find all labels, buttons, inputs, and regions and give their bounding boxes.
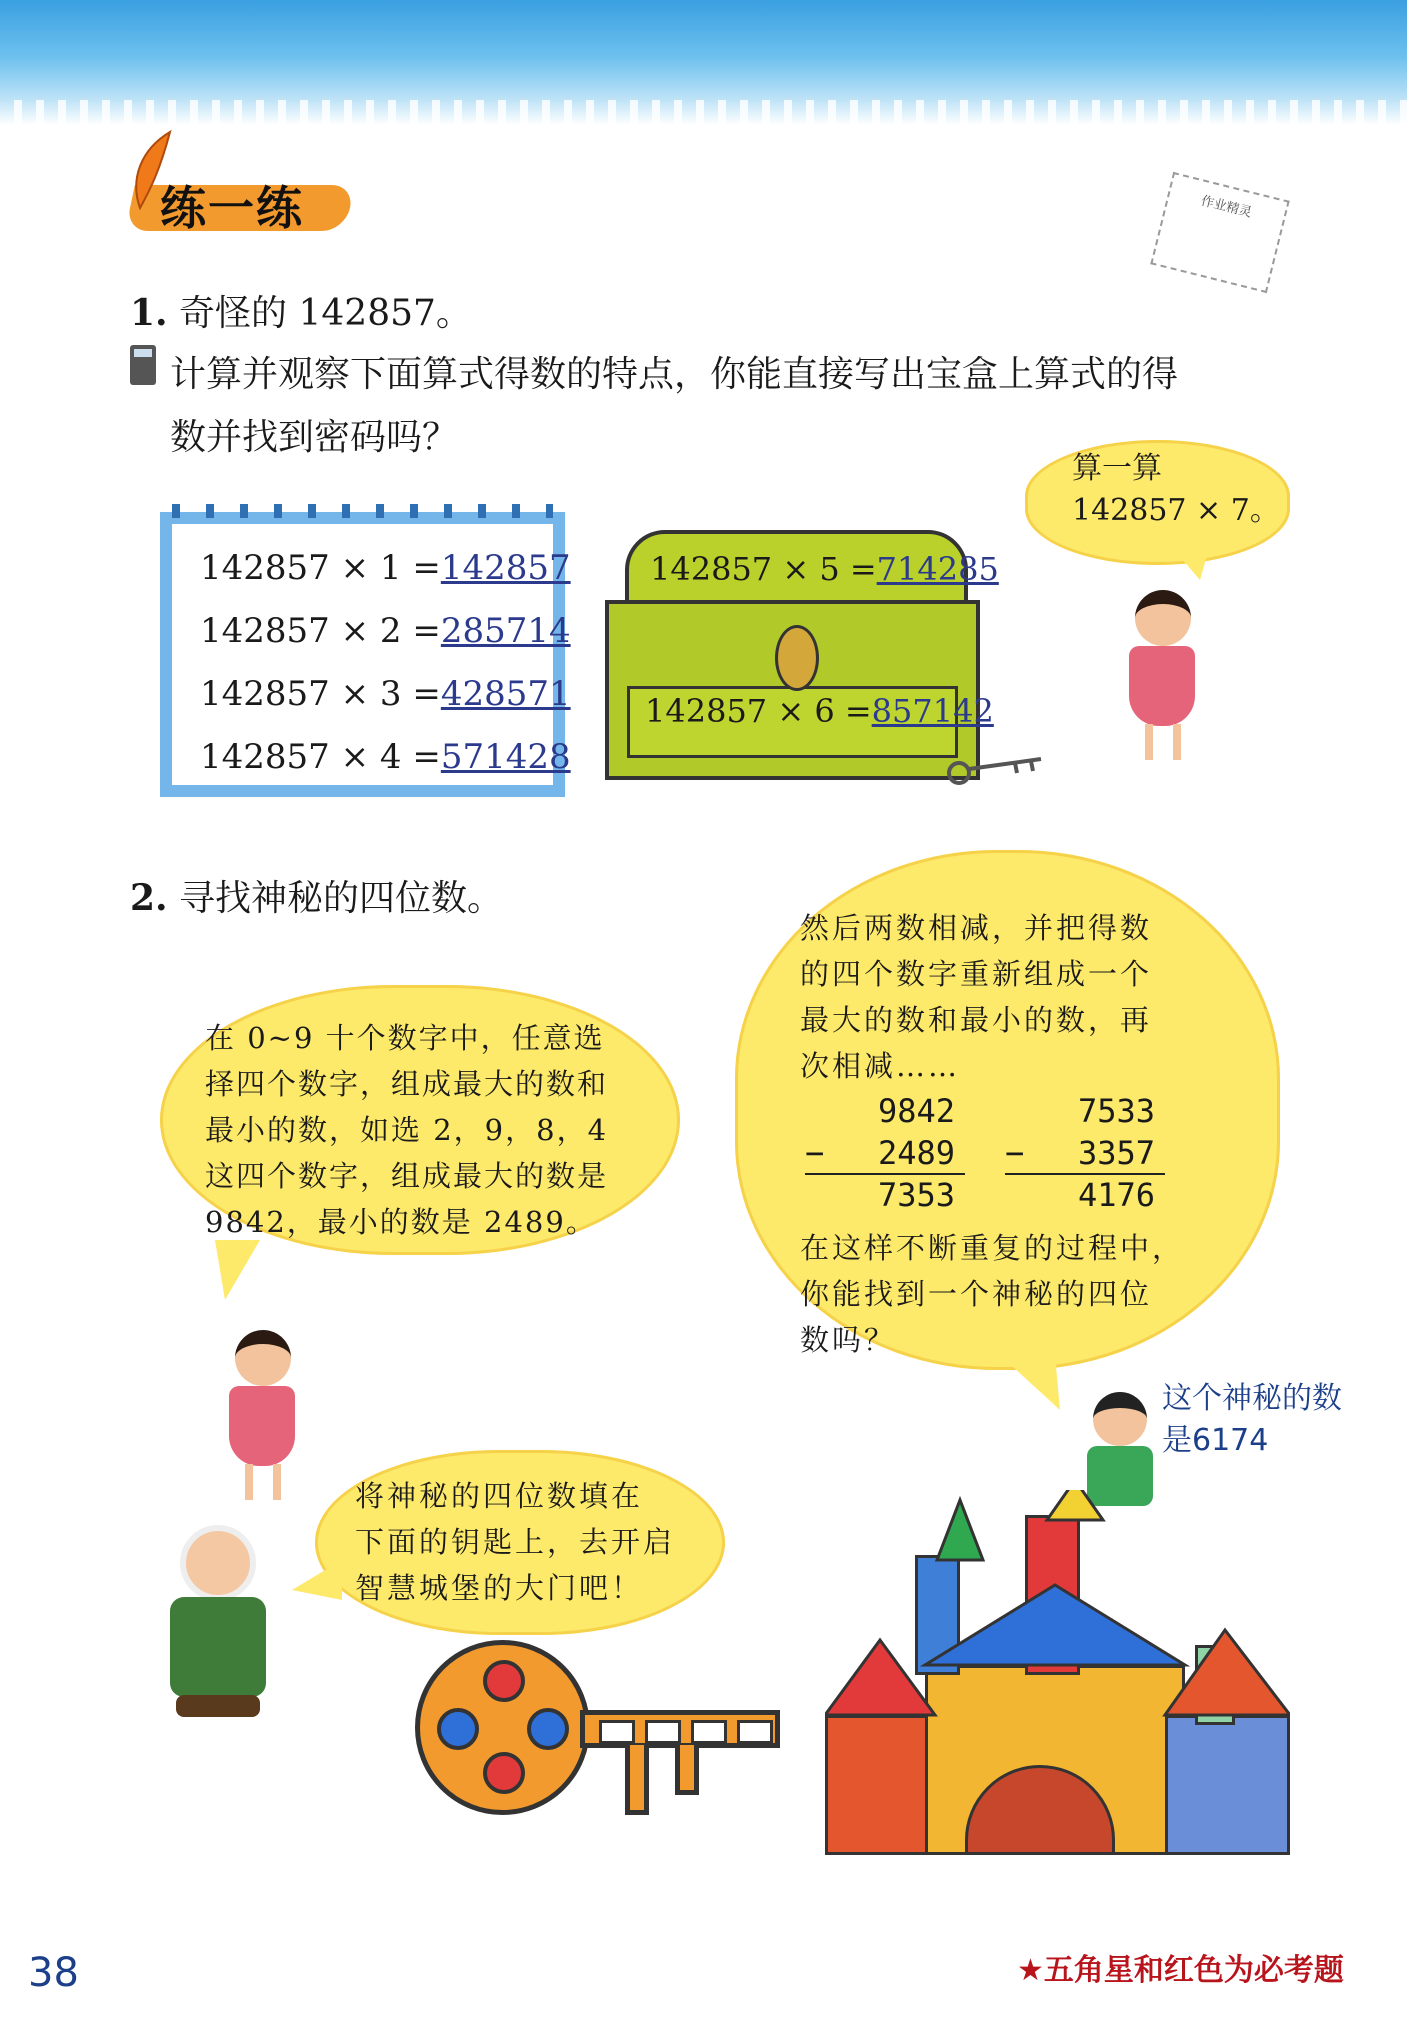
subtraction-top: 7533 xyxy=(1077,1092,1155,1130)
section-title: 练一练 xyxy=(160,181,304,235)
bottom-bubble-line: 将神秘的四位数填在 xyxy=(355,1479,644,1513)
equation-row xyxy=(200,674,571,714)
bubble-tail xyxy=(292,1560,342,1600)
minus-sign: − xyxy=(805,1134,825,1172)
key-tooth xyxy=(675,1745,699,1795)
bubble-tail xyxy=(215,1240,260,1300)
subtraction-line xyxy=(1005,1173,1165,1175)
subtraction-2 xyxy=(1005,1090,1155,1216)
key-shaft xyxy=(580,1710,780,1748)
subtraction-bottom-row xyxy=(805,1132,955,1174)
q1-instruction-line1: 计算并观察下面算式得数的特点，你能直接写出宝盒上算式的得 xyxy=(170,354,1179,395)
subtraction-line xyxy=(805,1173,965,1175)
sky-banner-edge xyxy=(0,100,1407,130)
chest-bottom-answer: 857142 xyxy=(871,692,994,730)
grandpa-shoes xyxy=(176,1695,260,1717)
equation-row xyxy=(200,611,571,651)
right-bubble-line: 次相减…… xyxy=(800,1049,961,1083)
answer-note xyxy=(1162,1378,1342,1462)
subtraction-bottom: 3357 xyxy=(1077,1134,1155,1172)
boy-head xyxy=(1093,1392,1147,1446)
left-bubble-line: 择四个数字，组成最大的数和 xyxy=(205,1067,609,1101)
equation-expr: 142857 × 2 = xyxy=(200,611,441,651)
calculator-icon xyxy=(130,345,156,385)
equation-expr: 142857 × 3 = xyxy=(200,674,441,714)
stamp-text: 作业精灵 xyxy=(1199,193,1254,221)
left-bubble-line: 在 0~9 十个数字中，任意选 xyxy=(205,1021,605,1055)
right-bubble-line: 数吗？ xyxy=(800,1323,897,1357)
subtraction-result: 7353 xyxy=(877,1176,955,1214)
small-key-icon xyxy=(945,755,1045,785)
key-dot xyxy=(483,1660,525,1702)
key-digit-slot[interactable] xyxy=(737,1720,773,1744)
q2-heading xyxy=(130,875,503,922)
think-bubble-line2: 142857 × 7。 xyxy=(1072,493,1280,528)
think-bubble-line1: 算一算 xyxy=(1072,451,1162,486)
chest-top-equation xyxy=(650,550,999,588)
equation-expr: 142857 × 1 = xyxy=(200,548,441,588)
key-digit-slot[interactable] xyxy=(599,1720,635,1744)
key-dot xyxy=(437,1708,479,1750)
chest-bottom-expr: 142857 × 6 = xyxy=(645,692,872,730)
key-dot xyxy=(527,1708,569,1750)
q1-instruction-line2: 数并找到密码吗？ xyxy=(170,417,459,458)
chest-top-answer: 714285 xyxy=(876,550,999,588)
right-bubble-line: 最大的数和最小的数，再 xyxy=(800,1003,1153,1037)
girl-dress xyxy=(1129,646,1195,726)
big-key xyxy=(415,1640,785,1850)
right-bubble-line: 然后两数相减，并把得数 xyxy=(800,911,1153,945)
bubble-tail xyxy=(1170,545,1210,580)
homework-stamp xyxy=(1150,172,1289,293)
answer-note-line2: 是6174 xyxy=(1162,1423,1269,1458)
equation-expr: 142857 × 4 = xyxy=(200,737,441,777)
left-bubble-text xyxy=(205,1015,665,1245)
key-digit-slot[interactable] xyxy=(691,1720,727,1744)
girl-legs xyxy=(1145,724,1181,760)
equation-answer: 285714 xyxy=(440,611,571,651)
girl-dress xyxy=(229,1386,295,1466)
girl-legs xyxy=(245,1464,281,1500)
girl-head xyxy=(235,1330,291,1386)
q2-number: 2. xyxy=(130,877,168,919)
bottom-bubble-line: 下面的钥匙上，去开启 xyxy=(355,1525,676,1559)
right-bubble-line: 的四个数字重新组成一个 xyxy=(800,957,1153,991)
equation-answer: 428571 xyxy=(440,674,571,714)
chest-bottom-equation xyxy=(645,692,994,730)
q1-heading xyxy=(130,290,472,337)
minus-sign: − xyxy=(1005,1134,1025,1172)
grandpa-character xyxy=(160,1525,280,1720)
subtraction-top: 9842 xyxy=(877,1092,955,1130)
bottom-bubble-line: 智慧城堡的大门吧！ xyxy=(355,1571,644,1605)
girl-character xyxy=(1115,590,1205,760)
subtraction-bottom-row xyxy=(1005,1132,1155,1174)
left-bubble-line: 最小的数，如选 2，9，8，4 xyxy=(205,1113,609,1147)
lock-icon xyxy=(775,625,819,691)
treasure-chest xyxy=(605,530,999,780)
right-bubble-top-text xyxy=(800,905,1230,1089)
subtraction-1 xyxy=(805,1090,955,1216)
bubble-tail xyxy=(1000,1355,1060,1410)
right-bubble-line: 在这样不断重复的过程中， xyxy=(800,1231,1185,1265)
castle-roofs xyxy=(825,1490,1290,1740)
chest-top-expr: 142857 × 5 = xyxy=(650,550,877,588)
key-digit-slot[interactable] xyxy=(645,1720,681,1744)
card-spiral xyxy=(172,504,553,518)
equation-row xyxy=(200,548,571,588)
equation-answer: 142857 xyxy=(440,548,571,588)
girl-head xyxy=(1135,590,1191,646)
equation-card xyxy=(160,512,571,797)
subtraction-bottom: 2489 xyxy=(877,1134,955,1172)
q1-number: 1. xyxy=(130,292,168,334)
page-number: 38 xyxy=(28,1950,79,1996)
right-bubble-bottom-text xyxy=(800,1225,1230,1363)
answer-note-line1: 这个神秘的数 xyxy=(1162,1381,1342,1416)
bottom-bubble-text xyxy=(355,1473,715,1611)
think-bubble-text xyxy=(1072,448,1280,532)
subtraction-result: 4176 xyxy=(1077,1176,1155,1214)
equation-answer: 571428 xyxy=(440,737,571,777)
key-tooth xyxy=(625,1745,649,1815)
footer-note: ★五角星和红色为必考题 xyxy=(1017,1953,1344,1988)
girl-character xyxy=(215,1330,305,1500)
q2-title: 寻找神秘的四位数。 xyxy=(179,878,504,919)
grandpa-coat xyxy=(170,1597,266,1697)
right-bubble-line: 你能找到一个神秘的四位 xyxy=(800,1277,1153,1311)
left-bubble-line: 9842，最小的数是 2489。 xyxy=(205,1205,597,1239)
q1-title: 奇怪的 142857。 xyxy=(179,293,472,334)
left-bubble-line: 这四个数字，组成最大的数是 xyxy=(205,1159,609,1193)
key-dot xyxy=(483,1752,525,1794)
equation-row xyxy=(200,737,571,777)
grandpa-head xyxy=(180,1525,256,1601)
